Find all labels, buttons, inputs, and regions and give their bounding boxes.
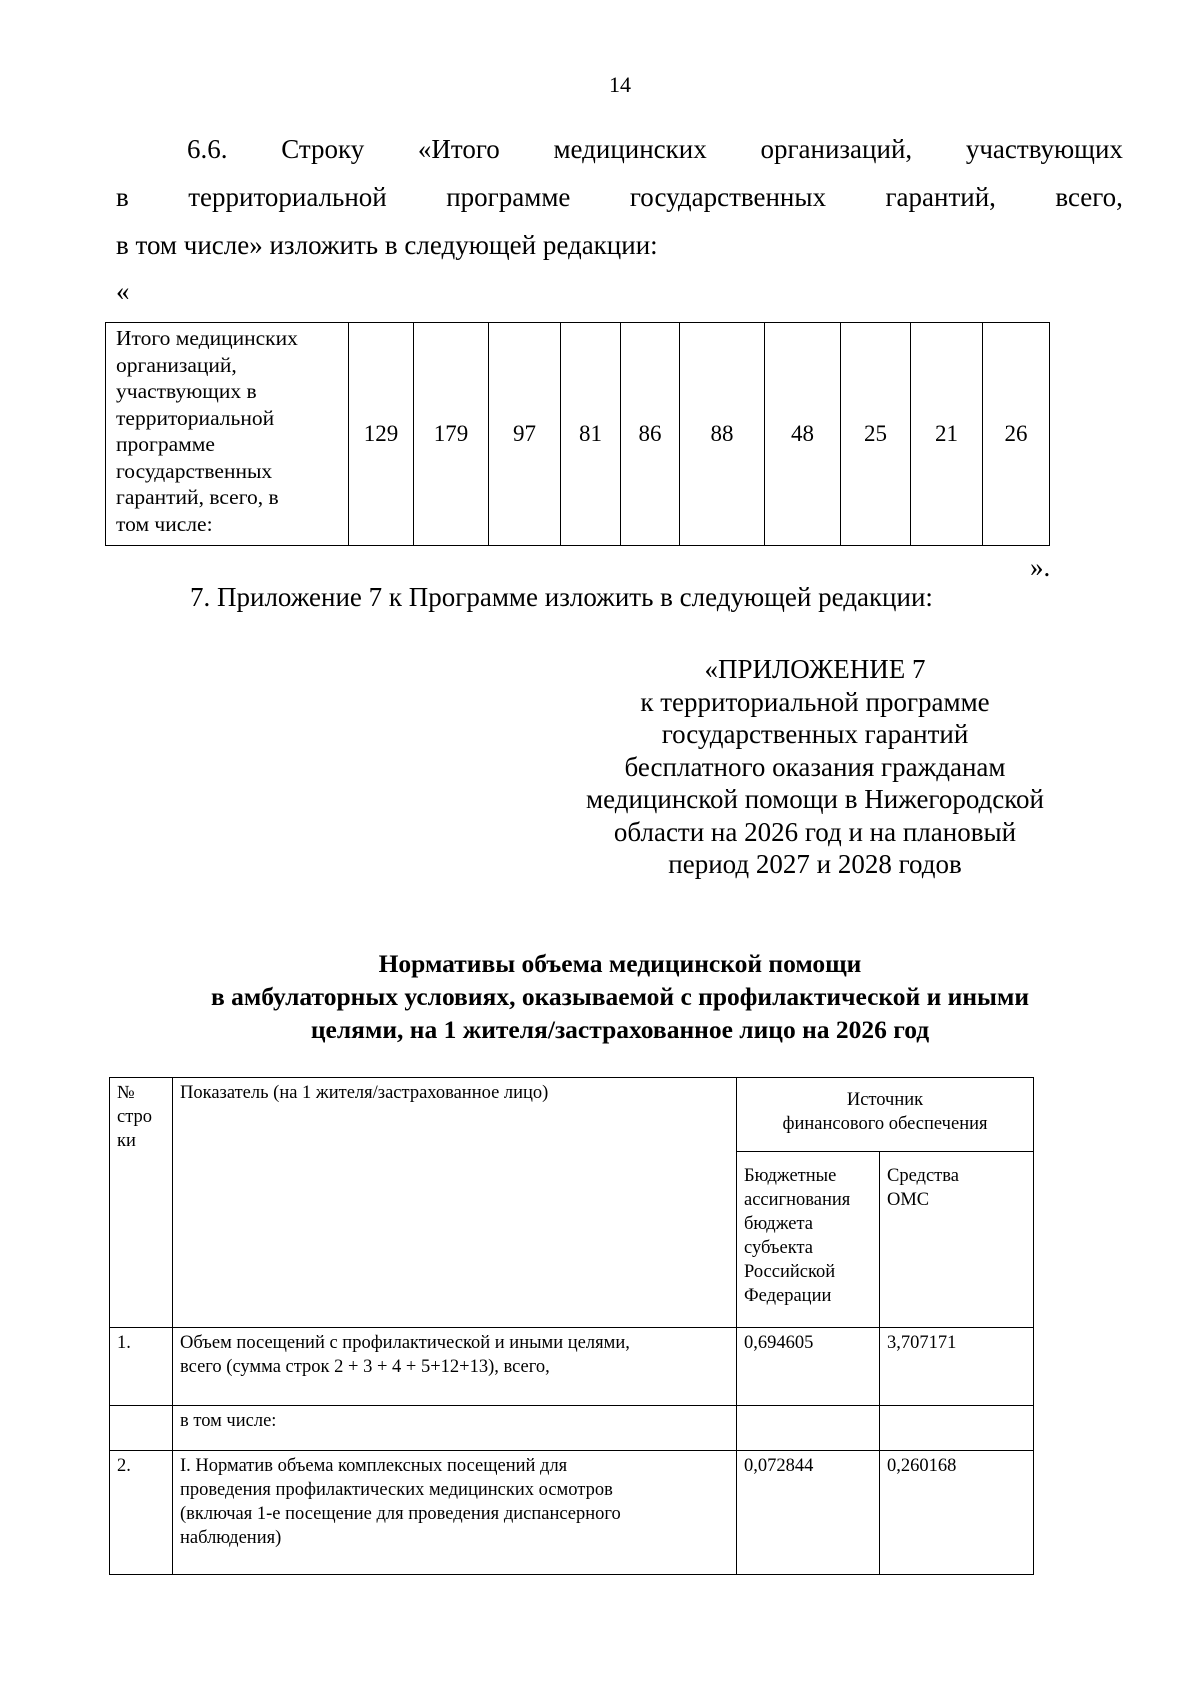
appendix-line: медицинской помощи в Нижегородской [586, 784, 1044, 814]
word: «Итого [417, 134, 500, 164]
table-row [110, 1406, 1034, 1451]
label-line: Итого медицинских [116, 326, 298, 350]
row-indicator [173, 1328, 737, 1406]
row-oms-value: 0,260168 [880, 1451, 1034, 1575]
value-cell: 88 [680, 323, 765, 546]
opening-quote: « [116, 276, 130, 306]
row-number [110, 1406, 173, 1451]
word: всего, [1055, 182, 1123, 212]
totals-table [105, 322, 1050, 546]
title-line: целями, на 1 жителя/застрахованное лицо на 2026 год [310, 1015, 930, 1044]
label-line: территориальной [116, 405, 275, 430]
value-cell: 81 [561, 323, 621, 546]
row-budget-value: 0,694605 [737, 1328, 880, 1406]
header-line: Бюджетные [744, 1166, 837, 1186]
document-title [120, 947, 1120, 1046]
appendix-header [555, 653, 1075, 881]
header-row-number [110, 1078, 173, 1328]
row-budget-value: 0,072844 [737, 1451, 880, 1575]
label-line: государственных [116, 458, 273, 483]
indicator-line: I. Норматив объема комплексных посещений для [180, 1456, 568, 1476]
row-label-cell [106, 323, 349, 546]
indicator-line: всего (сумма строк 2 + 3 + 4 + 5+12+13), всего, [180, 1357, 550, 1377]
header-line: ОМС [887, 1190, 930, 1210]
word: территориальной [188, 182, 387, 212]
value-cell: 26 [983, 323, 1050, 546]
row-budget-value [737, 1406, 880, 1451]
indicator-line: наблюдения) [180, 1528, 282, 1548]
header-line: Федерации [744, 1286, 832, 1306]
paragraph-line [116, 125, 1123, 173]
header-line: субъекта [744, 1238, 813, 1258]
value-cell: 21 [911, 323, 983, 546]
header-indicator: Показатель (на 1 жителя/застрахованное лицо) [173, 1078, 737, 1328]
appendix-line: области на 2026 год и на плановый [613, 816, 1017, 847]
table-header-row [110, 1078, 1034, 1152]
word: участвующих [965, 134, 1123, 164]
row-number: 1. [110, 1328, 173, 1406]
value-cell: 86 [621, 323, 680, 546]
header-line: бюджета [744, 1214, 813, 1234]
word: Строку [281, 134, 365, 164]
header-line: стро [117, 1107, 153, 1127]
row-indicator [173, 1406, 737, 1451]
appendix-line: бесплатного оказания гражданам [624, 751, 1006, 782]
word: медицинских [553, 134, 707, 164]
table-row [110, 1328, 1034, 1406]
value-cell: 25 [841, 323, 911, 546]
header-budget [737, 1152, 880, 1328]
header-line: ассигнования [744, 1190, 851, 1210]
value-cell: 97 [489, 323, 561, 546]
row-oms-value [880, 1406, 1034, 1451]
appendix-line: государственных гарантий [661, 719, 969, 749]
indicator-line: Объем посещений с профилактической и иными целями, [180, 1333, 630, 1353]
paragraph-line [116, 173, 1123, 221]
value-cell: 179 [414, 323, 489, 546]
appendix-line: период 2027 и 2028 годов [668, 849, 962, 879]
label-line: том числе: [116, 511, 213, 536]
closing-quote: ». [1030, 552, 1051, 582]
label-line: организаций, [116, 352, 237, 377]
word: организаций, [760, 134, 913, 164]
table-row [110, 1451, 1034, 1575]
header-line: ки [117, 1131, 136, 1151]
appendix-line: «ПРИЛОЖЕНИЕ 7 [704, 654, 926, 684]
appendix-line: к территориальной программе [640, 686, 990, 717]
header-line: Средства [887, 1166, 959, 1186]
title-line: в амбулаторных условиях, оказываемой с профилактической и иными [210, 982, 1030, 1011]
header-oms [880, 1152, 1034, 1328]
value-cell: 129 [349, 323, 414, 546]
label-line: гарантий, всего, в [116, 485, 279, 509]
indicator-line: проведения профилактических медицинских осмотров [180, 1480, 613, 1500]
indicator-line: в том числе: [180, 1411, 277, 1431]
label-line: участвующих в [116, 379, 257, 403]
header-line: финансового обеспечения [782, 1114, 988, 1134]
row-oms-value: 3,707171 [880, 1328, 1034, 1406]
indicator-line: (включая 1-е посещение для проведения диспансерного [180, 1504, 621, 1524]
table-row [106, 323, 1050, 546]
paragraph-6-6 [116, 125, 1123, 269]
row-indicator [173, 1451, 737, 1575]
page-number: 14 [609, 72, 631, 97]
word: государственных [629, 182, 826, 212]
word: 6.6. [187, 134, 228, 164]
norms-table [109, 1077, 1034, 1575]
title-line: Нормативы объема медицинской помощи [378, 949, 862, 978]
header-line: Источник [846, 1090, 924, 1110]
row-number: 2. [110, 1451, 173, 1575]
word: гарантий, [885, 182, 996, 212]
header-line: № [117, 1083, 135, 1103]
label-line: программе [116, 432, 215, 456]
word: в [116, 182, 129, 212]
value-cell: 48 [765, 323, 841, 546]
paragraph-line: в том числе» изложить в следующей редакции: [116, 230, 658, 260]
header-funding-source [737, 1078, 1034, 1152]
paragraph-7: 7. Приложение 7 к Программе изложить в следующей редакции: [190, 582, 933, 612]
word: программе [446, 182, 571, 212]
header-line: Российской [744, 1262, 836, 1282]
